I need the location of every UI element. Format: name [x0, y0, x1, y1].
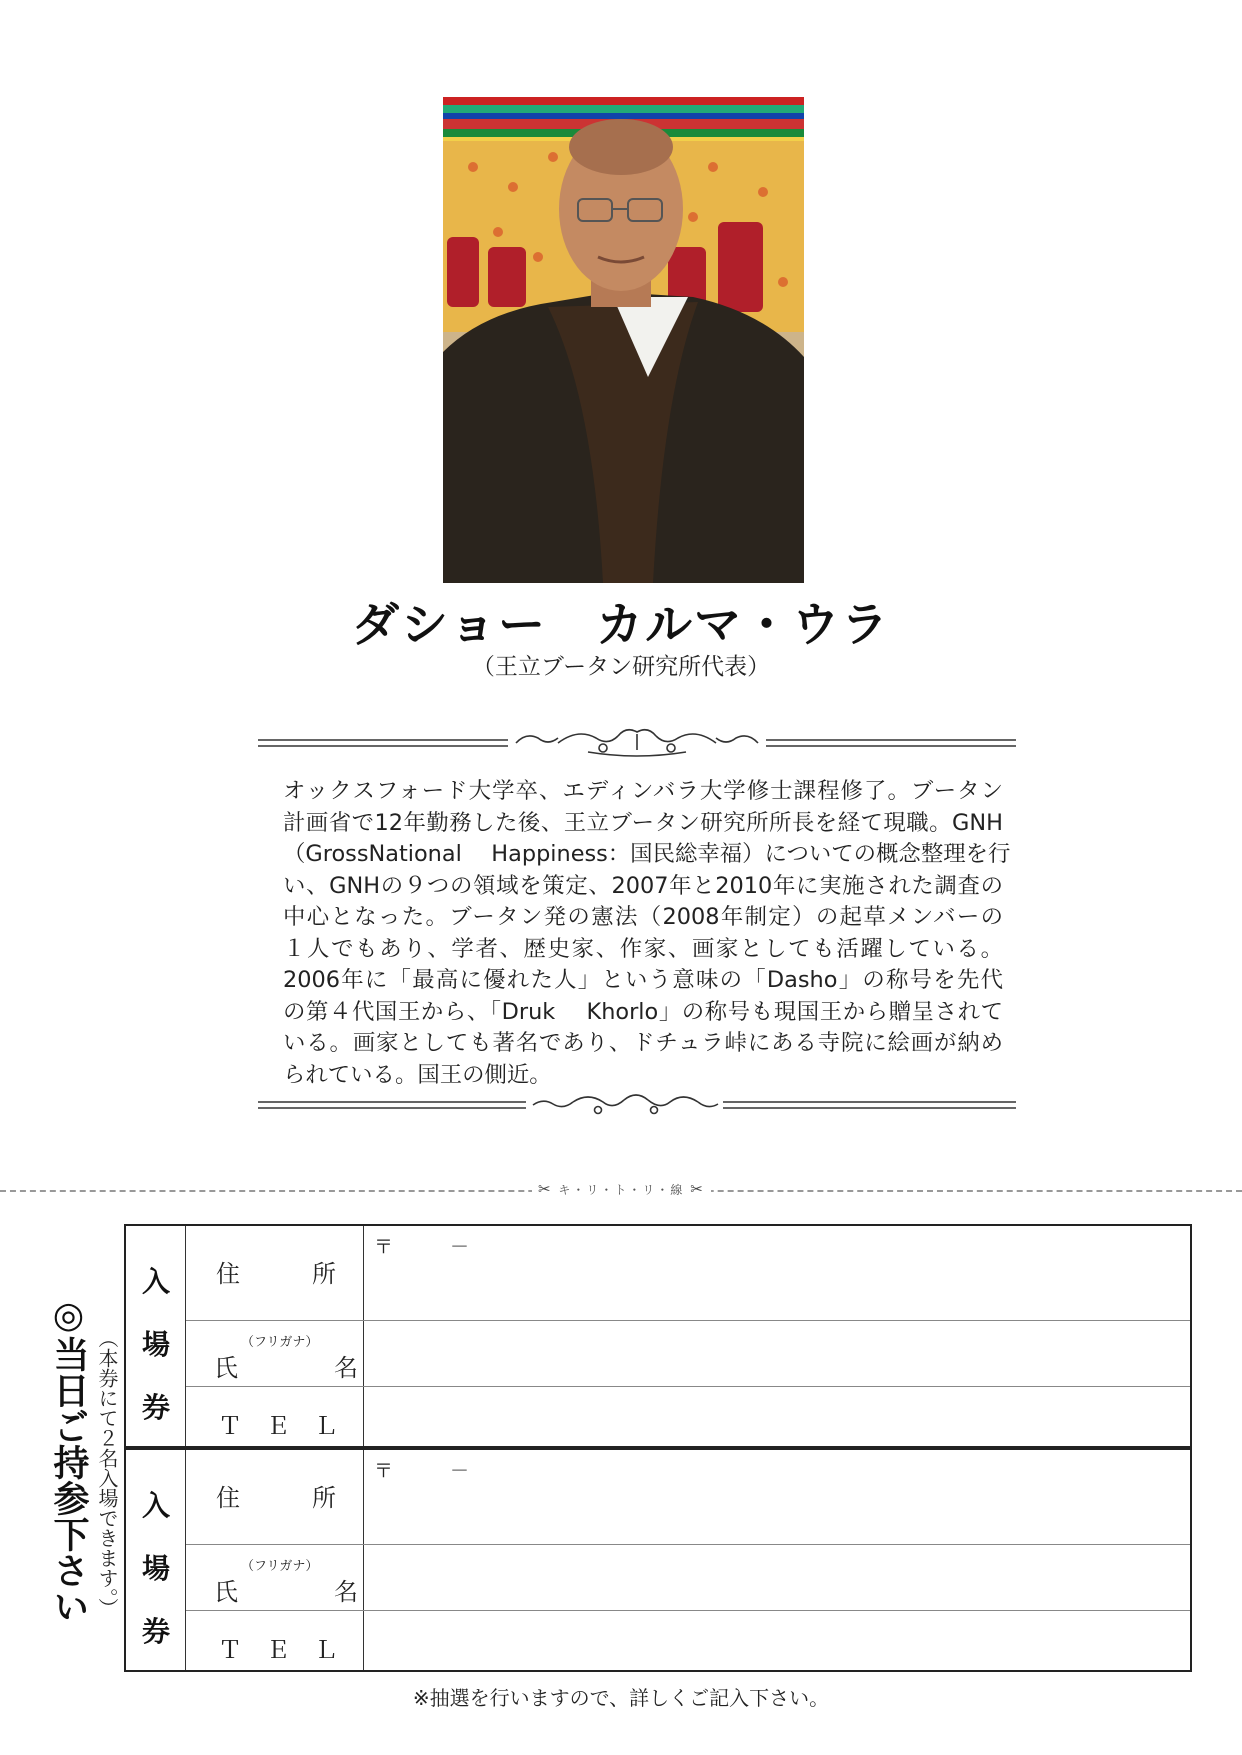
bring-on-day-notice: ◎当日ご持参下さい [48, 1295, 89, 1624]
name-label: 氏 名 [214, 1578, 358, 1606]
scissors-icon: ✂ [538, 1180, 553, 1198]
address-label: 住 所 [216, 1484, 336, 1512]
portrait-photo [443, 97, 804, 583]
tel-field[interactable] [186, 1610, 1190, 1611]
bio-line: 中心となった。ブータン発の憲法（2008年制定）の起草メンバーの [283, 904, 1003, 930]
bio-line: 2006年に「最高に優れた人」という意味の「Dasho」の称号を先代 [283, 967, 1003, 993]
tel-label: Ｔ Ｅ Ｌ [218, 1636, 338, 1664]
bio-line: い、GNHの９つの領域を策定、2007年と2010年に実施された調査の [283, 872, 1003, 899]
bio-line: いる。画家としても著名であり、ドチュラ峠にある寺院に絵画が納め [283, 1030, 1003, 1056]
bio-line: オックスフォード大学卒、エディンバラ大学修士課程修了。ブータン [283, 778, 1003, 804]
tel-label: Ｔ Ｅ Ｌ [218, 1412, 338, 1440]
admission-ticket-1 [124, 1224, 1192, 1448]
tel-field[interactable] [186, 1386, 1190, 1387]
bio-line: （GrossNational Happiness：国民総幸福）についての概念整理を行 [283, 841, 1011, 867]
ticket-heading: 入 場 券 [126, 1226, 186, 1446]
address-field[interactable]: 〒 － [374, 1460, 470, 1482]
ticket-heading: 入 場 券 [126, 1450, 186, 1670]
person-affiliation: （王立ブータン研究所代表） [471, 654, 771, 680]
bio-line: の第４代国王から、「Druk Khorlo」の称号も現国王から贈呈されて [283, 998, 1003, 1025]
bio-line: １人でもあり、学者、歴史家、作家、画家としても活躍している。 [283, 935, 1003, 962]
ornament-divider-top [258, 724, 1016, 764]
admission-count-note: （本券にて２名入場できます。） [95, 1328, 119, 1618]
address-label: 住 所 [216, 1260, 336, 1288]
furigana-label: （フリガナ） [241, 1335, 319, 1350]
person-name: ダショー カルマ・ウラ [351, 598, 891, 653]
furigana-label: （フリガナ） [241, 1559, 319, 1574]
name-label: 氏 名 [214, 1354, 358, 1382]
admission-ticket-2 [124, 1448, 1192, 1672]
biography [283, 776, 1011, 1091]
scissors-icon: ✂ [690, 1180, 705, 1198]
cut-line-label: ✂ キ・リ・ト・リ・線 ✂ [532, 1180, 711, 1198]
footer-note: ※抽選を行いますので、詳しくご記入下さい。 [412, 1686, 830, 1710]
bio-line: 計画省で12年勤務した後、王立ブータン研究所所長を経て現職。GNH [283, 809, 1003, 836]
name-field[interactable] [186, 1544, 1190, 1545]
address-field[interactable]: 〒 － [374, 1236, 470, 1258]
bio-line: られている。国王の側近。 [283, 1061, 552, 1088]
ornament-divider-bottom [258, 1086, 1016, 1126]
name-field[interactable] [186, 1320, 1190, 1321]
